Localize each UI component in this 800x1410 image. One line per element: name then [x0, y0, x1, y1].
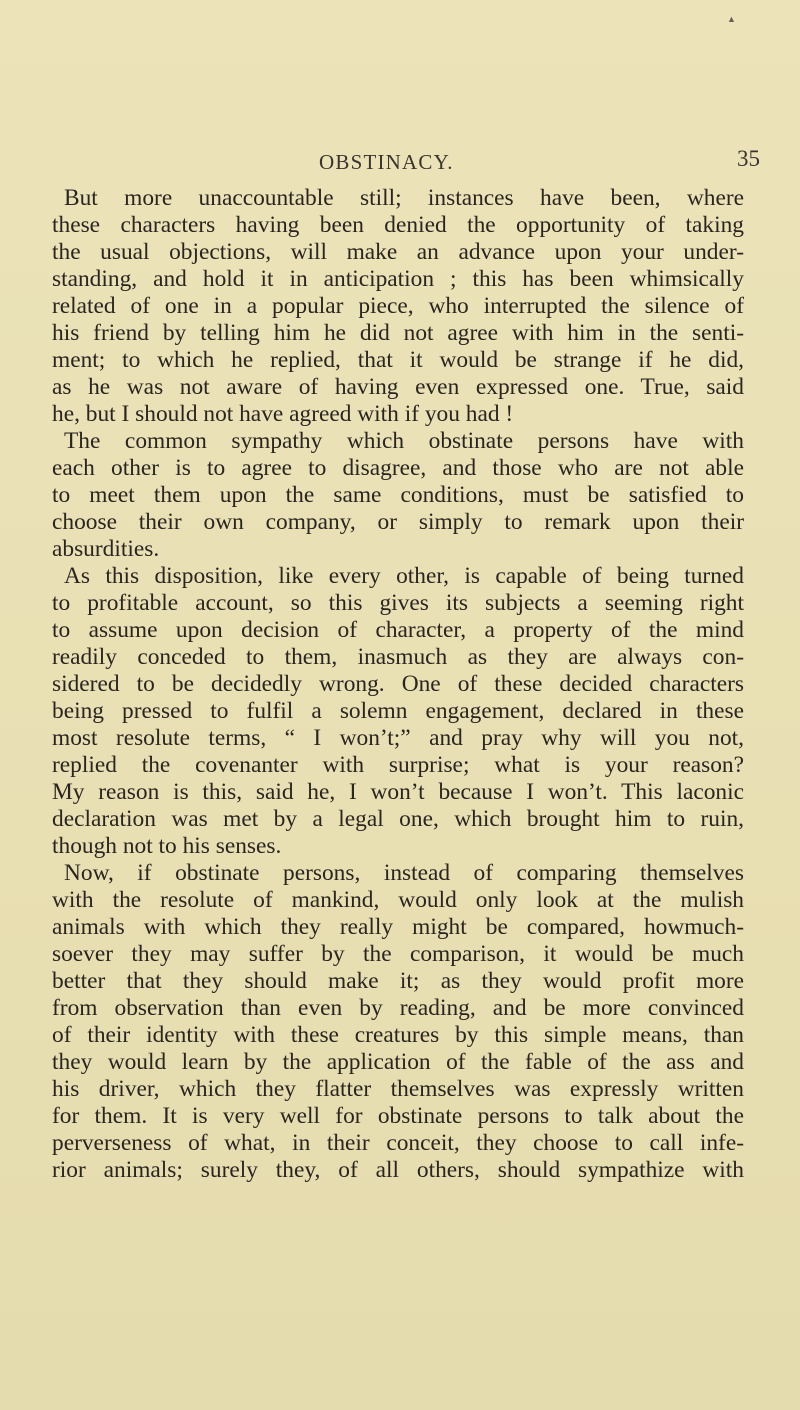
text-line: absurdities.	[52, 536, 160, 562]
text-line: better that they should make it; as they would profit more	[52, 968, 744, 994]
text-line: from observation than even by reading, and be more convinced	[52, 995, 744, 1021]
text-line: Now, if obstinate persons, instead of comparing themselves	[64, 860, 744, 886]
text-line: declaration was met by a legal one, which brought him to ruin,	[52, 806, 744, 832]
text-line: with the resolute of mankind, would only look at the mulish	[52, 887, 744, 913]
text-line: he, but I should not have agreed with if you had !	[52, 401, 514, 427]
text-line: perverseness of what, in their conceit, they choose to call infe-	[52, 1130, 744, 1156]
body-text	[52, 185, 744, 1184]
text-line: as he was not aware of having even expressed one. True, said	[52, 374, 744, 400]
text-line: rior animals; surely they, of all others, should sympathize with	[52, 1157, 744, 1183]
text-line: replied the covenanter with surprise; what is your reason?	[52, 752, 744, 778]
text-line: being pressed to fulfil a solemn engagement, declared in these	[52, 698, 744, 724]
text-line: though not to his senses.	[52, 833, 282, 859]
text-line: sidered to be decidedly wrong. One of these decided characters	[52, 671, 744, 697]
text-line: for them. It is very well for obstinate persons to talk about the	[52, 1103, 744, 1129]
text-line: of their identity with these creatures by this simple means, than	[52, 1022, 744, 1048]
text-line: related of one in a popular piece, who interrupted the silence of	[52, 293, 744, 319]
text-line: most resolute terms, “ I won’t;” and pray why will you not,	[52, 725, 744, 751]
text-line: these characters having been denied the opportunity of taking	[52, 212, 744, 238]
text-line: to profitable account, so this gives its subjects a seeming right	[52, 590, 744, 616]
text-line: his driver, which they flatter themselves was expressly written	[52, 1076, 744, 1102]
page-number: 35	[737, 146, 760, 171]
text-line: ment; to which he replied, that it would be strange if he did,	[52, 347, 744, 373]
text-line: they would learn by the application of the fable of the ass and	[52, 1049, 744, 1075]
text-line: But more unaccountable still; instances have been, where	[64, 185, 744, 211]
running-head: OBSTINACY.	[319, 150, 454, 174]
text-line: As this disposition, like every other, is capable of being turned	[64, 563, 744, 589]
text-line: My reason is this, said he, I won’t because I won’t. This laconic	[52, 779, 744, 805]
page-header	[0, 146, 800, 180]
text-line: to assume upon decision of character, a property of the mind	[52, 617, 744, 643]
paper-speck: ▲	[727, 14, 736, 24]
text-line: animals with which they really might be compared, howmuch-	[52, 914, 744, 940]
text-line: The common sympathy which obstinate persons have with	[64, 428, 744, 454]
text-line: the usual objections, will make an advance upon your under-	[52, 239, 744, 265]
text-line: soever they may suffer by the comparison, it would be much	[52, 941, 744, 967]
text-line: readily conceded to them, inasmuch as they are always con-	[52, 644, 744, 670]
text-line: standing, and hold it in anticipation ; this has been whimsically	[52, 266, 744, 292]
text-line: choose their own company, or simply to remark upon their	[52, 509, 744, 535]
text-line: his friend by telling him he did not agree with him in the senti-	[52, 320, 744, 346]
text-line: each other is to agree to disagree, and those who are not able	[52, 455, 744, 481]
text-line: to meet them upon the same conditions, must be satisfied to	[52, 482, 744, 508]
